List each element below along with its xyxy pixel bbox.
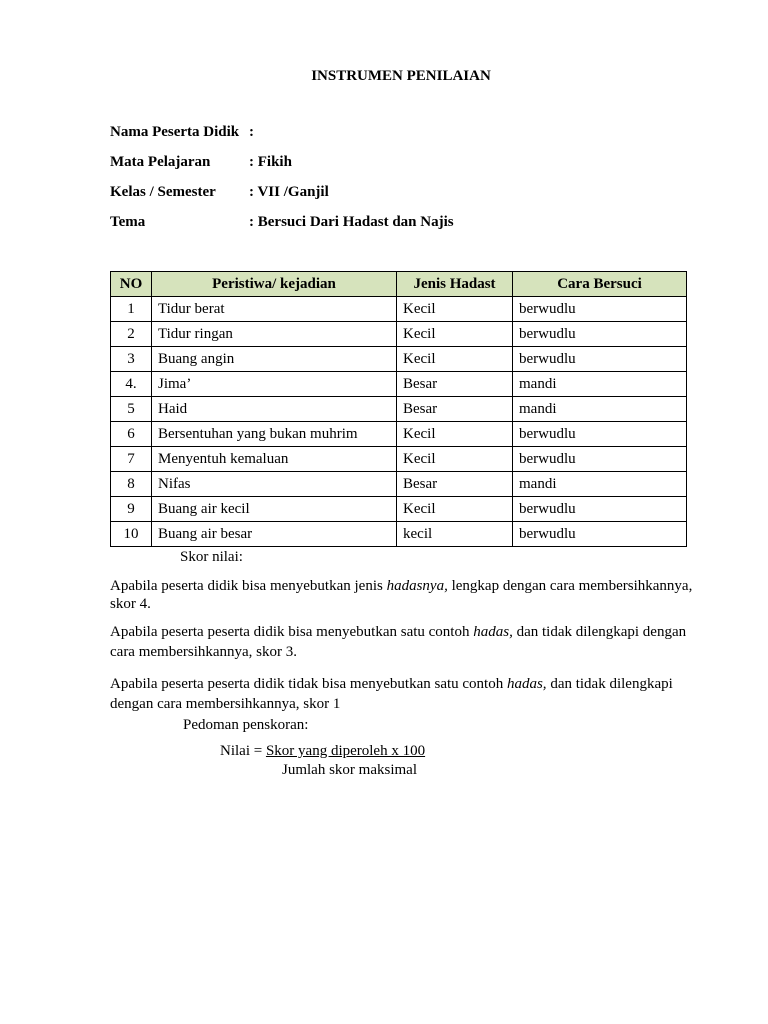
table-row — [111, 347, 687, 372]
cell-no: 4. — [111, 372, 152, 397]
criteria-text: dan tidak dilengkapi dengan cara membersihkannya, skor 1 — [110, 676, 673, 712]
info-label: Tema — [110, 214, 146, 230]
table-row — [111, 422, 687, 447]
info-value: : VII /Ganjil — [249, 184, 329, 200]
criteria-italic: hadas, — [506, 676, 547, 692]
cell-peristiwa: Buang air besar — [152, 522, 397, 547]
table-row — [111, 447, 687, 472]
pedoman-label: Pedoman penskoran: — [183, 717, 309, 733]
cell-peristiwa: Menyentuh kemaluan — [152, 447, 397, 472]
assessment-table — [110, 271, 687, 547]
info-row-mapel — [110, 154, 292, 171]
cell-jenis: kecil — [397, 522, 513, 547]
cell-cara: mandi — [513, 372, 687, 397]
cell-jenis: Kecil — [397, 347, 513, 372]
cell-jenis: Besar — [397, 372, 513, 397]
table-header-row — [111, 272, 687, 297]
cell-jenis: Kecil — [397, 422, 513, 447]
cell-jenis: Kecil — [397, 497, 513, 522]
cell-no: 5 — [111, 397, 152, 422]
cell-jenis: Besar — [397, 397, 513, 422]
cell-jenis: Kecil — [397, 297, 513, 322]
table-row — [111, 397, 687, 422]
cell-cara: berwudlu — [513, 422, 687, 447]
info-value: : Bersuci Dari Hadast dan Najis — [249, 214, 454, 230]
info-label: Mata Pelajaran — [110, 154, 211, 170]
criteria-1 — [110, 674, 710, 714]
cell-cara: berwudlu — [513, 522, 687, 547]
cell-no: 7 — [111, 447, 152, 472]
cell-peristiwa: Tidur berat — [152, 297, 397, 322]
cell-no: 10 — [111, 522, 152, 547]
col-header-no: NO — [111, 272, 152, 297]
criteria-4 — [110, 577, 710, 613]
skor-label: Skor nilai: — [180, 549, 243, 565]
cell-no: 6 — [111, 422, 152, 447]
criteria-3 — [110, 622, 710, 662]
cell-peristiwa: Bersentuhan yang bukan muhrim — [152, 422, 397, 447]
cell-cara: berwudlu — [513, 497, 687, 522]
cell-cara: mandi — [513, 472, 687, 497]
formula-numerator: Skor yang diperoleh x 100 — [265, 743, 426, 759]
cell-no: 2 — [111, 322, 152, 347]
page-title: INSTRUMEN PENILAIAN — [311, 68, 491, 84]
criteria-text: lengkap dengan cara membersihkannya, skor 4. — [110, 578, 693, 612]
col-header-cara: Cara Bersuci — [513, 272, 687, 297]
table-row — [111, 497, 687, 522]
criteria-italic: hadas, — [473, 624, 513, 640]
col-header-peristiwa: Peristiwa/ kejadian — [152, 272, 397, 297]
table-row — [111, 472, 687, 497]
cell-cara: berwudlu — [513, 347, 687, 372]
col-header-jenis: Jenis Hadast — [397, 272, 513, 297]
info-label: Nama Peserta Didik — [110, 124, 240, 140]
cell-peristiwa: Tidur ringan — [152, 322, 397, 347]
info-value: : — [249, 124, 254, 140]
cell-peristiwa: Haid — [152, 397, 397, 422]
score-formula — [220, 743, 425, 760]
cell-jenis: Kecil — [397, 447, 513, 472]
formula-lhs: Nilai = — [220, 743, 266, 759]
cell-cara: berwudlu — [513, 297, 687, 322]
cell-peristiwa: Buang angin — [152, 347, 397, 372]
table-row — [111, 322, 687, 347]
info-label: Kelas / Semester — [110, 184, 216, 200]
cell-cara: berwudlu — [513, 447, 687, 472]
cell-peristiwa: Buang air kecil — [152, 497, 397, 522]
cell-jenis: Kecil — [397, 322, 513, 347]
cell-no: 3 — [111, 347, 152, 372]
cell-cara: mandi — [513, 397, 687, 422]
table-row — [111, 372, 687, 397]
table-row — [111, 297, 687, 322]
criteria-text: Apabila peserta didik bisa menyebutkan jenis — [110, 578, 387, 594]
cell-peristiwa: Nifas — [152, 472, 397, 497]
cell-no: 1 — [111, 297, 152, 322]
cell-jenis: Besar — [397, 472, 513, 497]
table-row — [111, 522, 687, 547]
cell-cara: berwudlu — [513, 322, 687, 347]
info-row-kelas — [110, 184, 329, 201]
info-value: : Fikih — [249, 154, 292, 170]
cell-peristiwa: Jima’ — [152, 372, 397, 397]
info-row-tema — [110, 214, 454, 231]
criteria-text: Apabila peserta peserta didik bisa menyebutkan satu contoh — [110, 624, 474, 640]
criteria-text: dan tidak dilengkapi dengan cara membersihkannya, skor 3. — [110, 624, 687, 660]
criteria-text: Apabila peserta peserta didik tidak bisa menyebutkan satu contoh — [110, 676, 507, 692]
info-row-nama — [110, 124, 254, 141]
formula-denominator: Jumlah skor maksimal — [282, 762, 417, 778]
cell-no: 9 — [111, 497, 152, 522]
criteria-italic: hadasnya, — [386, 578, 448, 594]
table-body — [111, 297, 687, 547]
cell-no: 8 — [111, 472, 152, 497]
